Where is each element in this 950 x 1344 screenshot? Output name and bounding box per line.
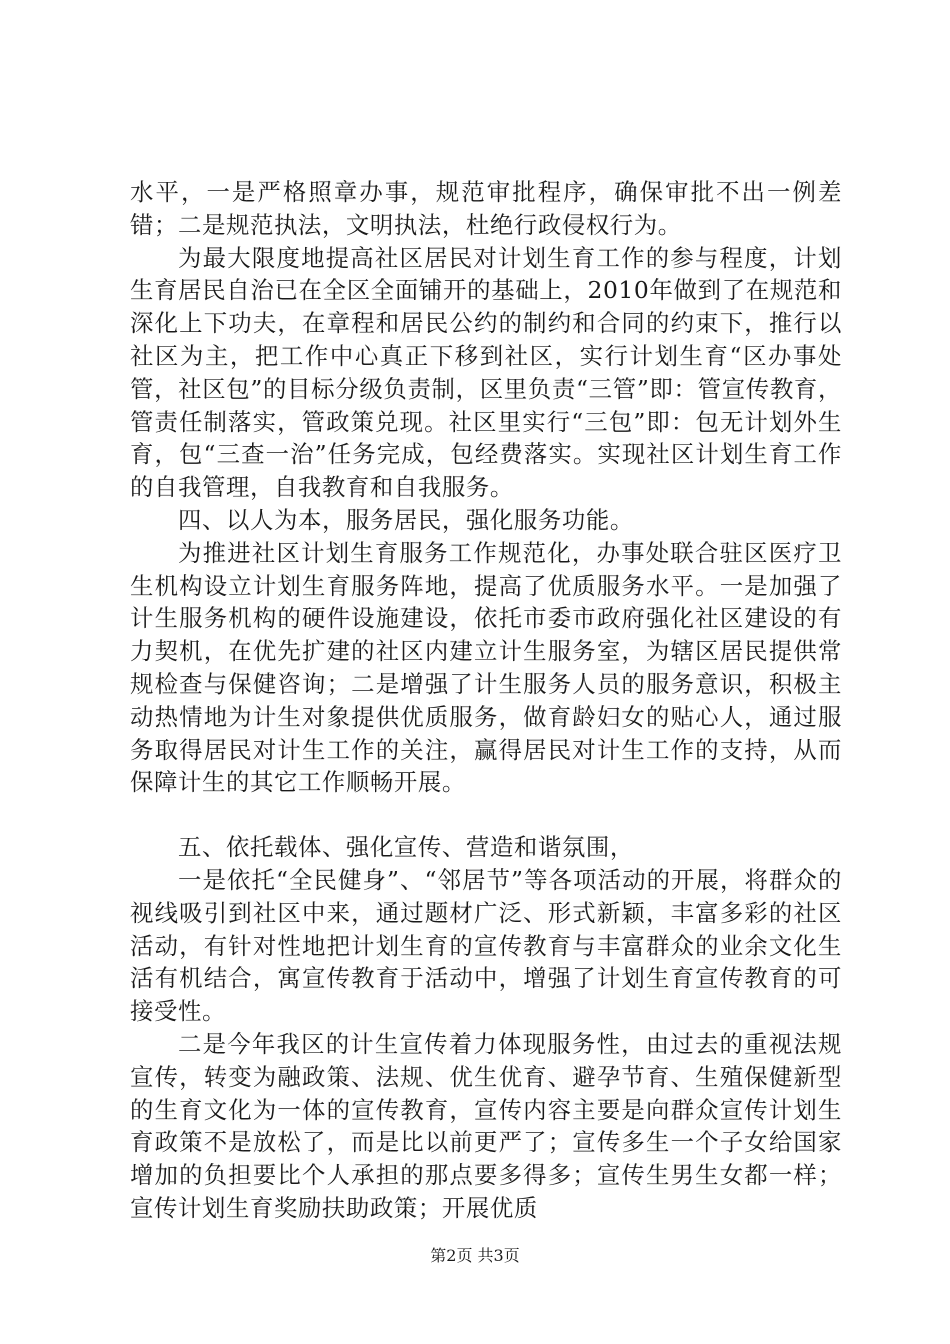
section-heading-four: 四、以人为本，服务居民，强化服务功能。 [178, 505, 634, 534]
paragraph-service-standardization: 为推进社区计划生育服务工作规范化，办事处联合驻区医疗卫生机构设立计划生育服务阵地，提高了优质服务水平。一是加强了计生服务机构的硬件设施建设，依托市委市政府强化社区建设的有力契机，在优先扩建的社区内建立计生服务室，为辖区居民提供常规检查与保健咨询；二是增强了计生服务人员的服务意识，积极主动热情地为计生对象提供优质服务，做育龄妇女的贴心人，通过服务取得居民对计生工作的关注，赢得居民对计生工作的支持，从而保障计生的其它工作顺畅开展。 [130, 538, 842, 797]
paragraph-publicity: 二是今年我区的计生宣传着力体现服务性，由过去的重视法规宣传，转变为融政策、法规、优生优育、避孕节育、生殖保健新型的生育文化为一体的宣传教育，宣传内容主要是向群众宣传计划生育政策不是放松了，而是比以前更严了；宣传多生一个子女给国家增加的负担要比个人承担的那点要多得多；宣传生男生女都一样；宣传计划生育奖励扶助政策；开展优质 [130, 1029, 842, 1222]
page-footer [0, 1246, 950, 1266]
paragraph-resident-autonomy: 为最大限度地提高社区居民对计划生育工作的参与程度，计划生育居民自治已在全区全面铺开的基础上，2010年做到了在规范和深化上下功夫，在章程和居民公约的制约和合同的约束下，推行以社区为主，把工作中心真正下移到社区，实行计划生育“区办事处管，社区包”的目标分级负责制，区里负责“三管”即：管宣传教育，管责任制落实，管政策兑现。社区里实行“三包”即：包无计划外生育，包“三查一治”任务完成，包经费落实。实现社区计划生育工作的自我管理，自我教育和自我服务。 [130, 243, 842, 502]
body-text [130, 176, 842, 1225]
paragraph-continuation: 水平，一是严格照章办事，规范审批程序，确保审批不出一例差错；二是规范执法，文明执法，杜绝行政侵权行为。 [130, 178, 842, 239]
page-number: 第2页 共3页 [430, 1246, 520, 1265]
section-heading-five: 五、依托载体、强化宣传、营造和谐氛围， [178, 833, 634, 862]
paragraph-activities: 一是依托“全民健身”、“邻居节”等各项活动的开展，将群众的视线吸引到社区中来，通过题材广泛、形式新颖，丰富多彩的社区活动，有针对性地把计划生育的宣传教育与丰富群众的业余文化生活有机结合，寓宣传教育于活动中，增强了计划生育宣传教育的可接受性。 [130, 865, 842, 1026]
